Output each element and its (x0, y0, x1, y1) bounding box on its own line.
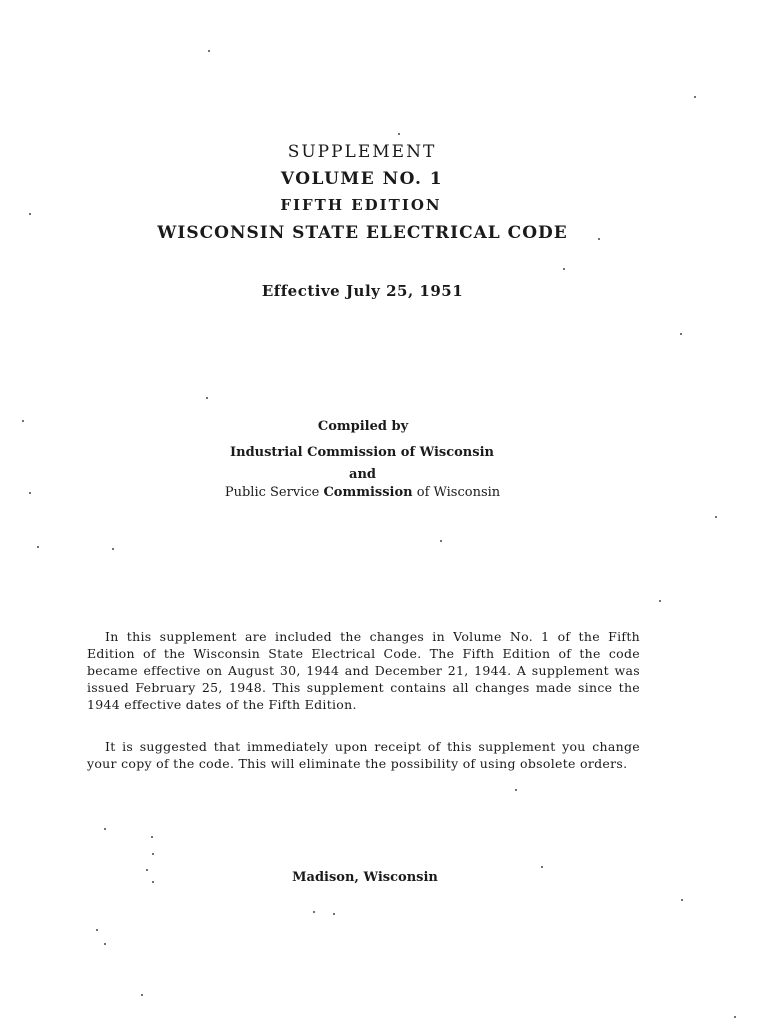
scan-speck (563, 268, 565, 270)
scan-speck (146, 869, 148, 871)
scan-speck (398, 133, 400, 135)
scan-speck (598, 238, 600, 240)
scan-speck (141, 994, 143, 996)
scan-speck (734, 1016, 736, 1018)
scan-speck (104, 828, 106, 830)
volume-heading: VOLUME NO. 1 (280, 169, 444, 189)
scan-speck (680, 333, 682, 335)
org2-suffix: of Wisconsin (412, 485, 501, 500)
compiler-public-service-commission (195, 485, 530, 500)
org2-strong: Commission (323, 485, 413, 500)
scan-speck (681, 899, 683, 901)
scan-speck (313, 911, 315, 913)
scan-speck (29, 213, 31, 215)
suggestion-paragraph: It is suggested that immediately upon receipt of this supplement you change your copy of the code. This will eliminate the possibility of using obsolete orders. (87, 739, 640, 771)
scan-speck (152, 881, 154, 883)
compiled-by-label: Compiled by (317, 419, 409, 434)
scan-speck (440, 540, 442, 542)
scan-speck (29, 492, 31, 494)
compiler-conjunction: and (349, 467, 376, 482)
org2-prefix: Public Service (224, 485, 324, 500)
supplement-heading: SUPPLEMENT (287, 142, 437, 162)
scan-speck (208, 50, 210, 52)
scan-speck (96, 929, 98, 931)
scan-speck (541, 866, 543, 868)
scan-speck (694, 96, 696, 98)
scan-speck (659, 600, 661, 602)
scan-speck (333, 913, 335, 915)
scan-speck (515, 789, 517, 791)
effective-date: Effective July 25, 1951 (261, 282, 464, 300)
scan-speck (22, 420, 24, 422)
scan-speck (112, 548, 114, 550)
compiler-industrial-commission: Industrial Commission of Wisconsin (230, 445, 494, 460)
edition-heading: FIFTH EDITION (280, 196, 442, 214)
place-of-publication: Madison, Wisconsin (292, 870, 438, 885)
scan-speck (37, 546, 39, 548)
code-title: WISCONSIN STATE ELECTRICAL CODE (157, 223, 568, 243)
scan-speck (206, 397, 208, 399)
scan-speck (151, 836, 153, 838)
scan-speck (152, 853, 154, 855)
intro-paragraph: In this supplement are included the changes in Volume No. 1 of the Fifth Edition of the Wisconsin State Electrical Code. The Fifth Edition of the code became effective on August 30, 1944 and December 21, 1944. A supplement was issued February 25, 1948. This supplement contains all changes made since the 1944 effective dates of the Fifth Edition. (87, 629, 640, 712)
scan-speck (715, 516, 717, 518)
scan-speck (104, 943, 106, 945)
